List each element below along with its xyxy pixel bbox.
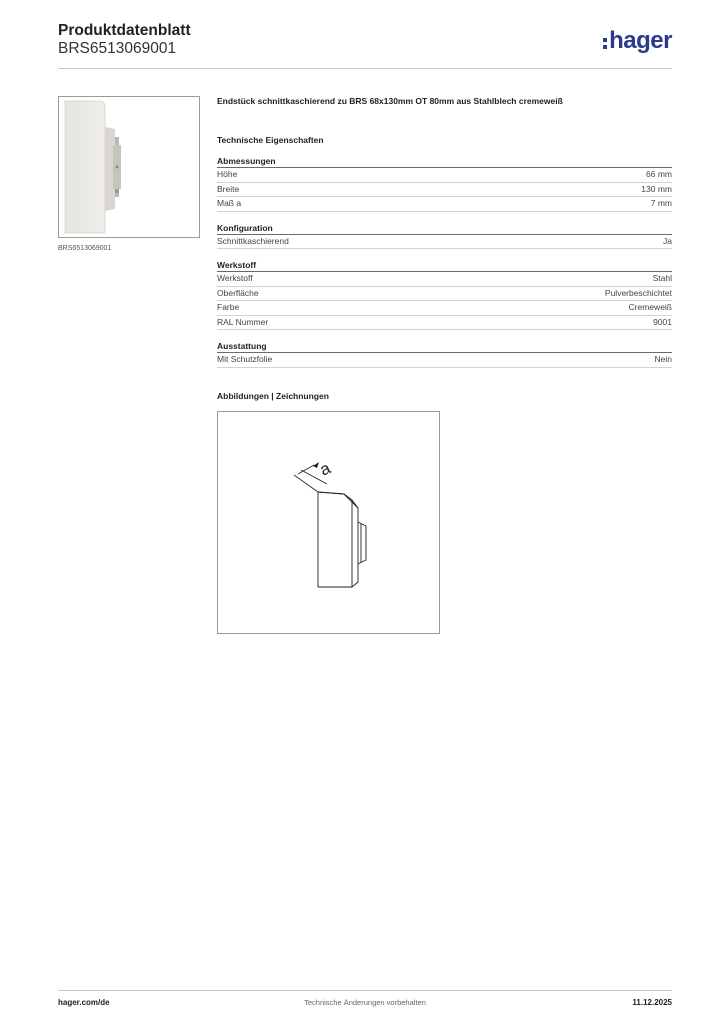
spec-label: RAL Nummer <box>217 316 269 327</box>
spec-label: Werkstoff <box>217 273 253 283</box>
main-content <box>217 96 672 368</box>
group-dimensions <box>217 155 672 212</box>
spec-value: Ja <box>663 235 672 246</box>
technical-heading: Technische Eigenschaften <box>217 135 324 145</box>
spec-row <box>217 197 672 212</box>
footer-website[interactable]: hager.com/de <box>58 998 110 1007</box>
header-divider <box>58 68 672 69</box>
spec-row <box>217 287 672 302</box>
spec-label: Breite <box>217 183 240 194</box>
page-footer <box>58 998 672 1012</box>
logo-dots-icon <box>603 36 607 50</box>
spec-label: Oberfläche <box>217 287 259 298</box>
footer-date: 11.12.2025 <box>632 998 672 1007</box>
group-configuration <box>217 222 672 250</box>
article-number: BRS6513069001 <box>58 40 177 57</box>
group-heading: Konfiguration <box>217 222 672 235</box>
group-heading: Abmessungen <box>217 155 672 168</box>
spec-value: 130 mm <box>641 183 672 194</box>
document-title: Produktdatenblatt <box>58 22 191 39</box>
page-header <box>58 22 672 70</box>
spec-value: Nein <box>654 354 672 364</box>
dimension-label: a <box>316 458 334 480</box>
dimension-drawing-icon <box>218 412 439 633</box>
product-description: Endstück schnittkaschierend zu BRS 68x130mm OT 80mm aus Stahlblech cremeweiß <box>217 96 563 106</box>
drawings-heading: Abbildungen | Zeichnungen <box>217 391 329 401</box>
spec-row <box>217 301 672 316</box>
spec-row <box>217 272 672 287</box>
spec-label: Maß a <box>217 198 242 208</box>
spec-row <box>217 353 672 368</box>
logo-text: hager <box>609 27 672 54</box>
photo-caption: BRS6513069001 <box>58 245 112 252</box>
product-photo <box>58 96 200 238</box>
footer-divider <box>58 990 672 991</box>
spec-value: 7 mm <box>650 198 672 208</box>
technical-drawing <box>217 411 440 634</box>
spec-value: 66 mm <box>646 169 672 179</box>
spec-label: Höhe <box>217 169 238 179</box>
spec-value: Stahl <box>652 273 672 283</box>
spec-value: Pulverbeschichtet <box>604 287 672 298</box>
spec-label: Mit Schutzfolie <box>217 354 273 364</box>
group-material <box>217 259 672 330</box>
spec-row <box>217 168 672 183</box>
spec-row <box>217 235 672 250</box>
group-equipment <box>217 340 672 368</box>
spec-row <box>217 316 672 331</box>
spec-row <box>217 183 672 198</box>
group-heading: Werkstoff <box>217 259 672 272</box>
group-heading: Ausstattung <box>217 340 672 353</box>
spec-value: 9001 <box>653 316 672 327</box>
footer-notice: Technische Änderungen vorbehalten <box>304 998 426 1007</box>
spec-label: Farbe <box>217 302 240 312</box>
spec-label: Schnittkaschierend <box>217 235 289 246</box>
spec-value: Cremeweiß <box>628 302 672 312</box>
end-cap-photo-icon <box>59 97 199 237</box>
hager-logo <box>603 28 672 54</box>
